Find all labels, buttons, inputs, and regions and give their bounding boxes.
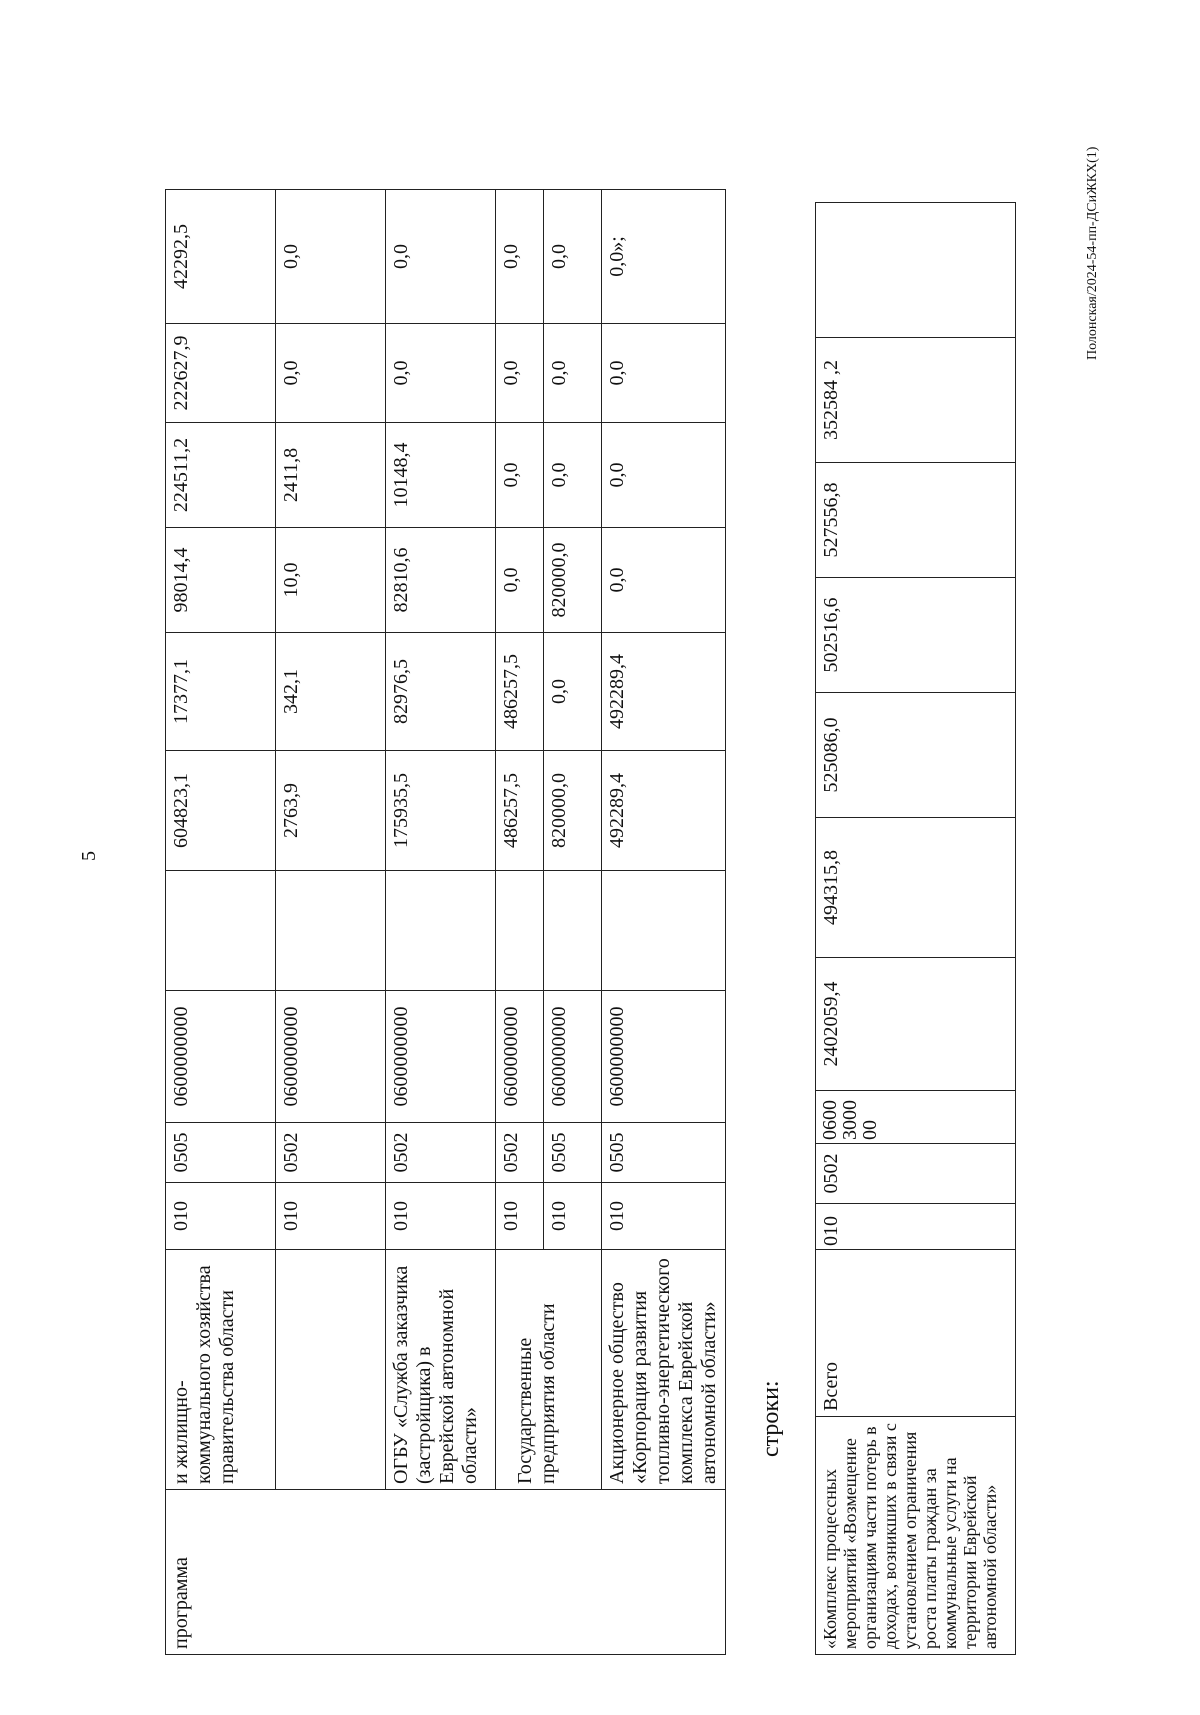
cell-rzpr: 0502 <box>386 1123 496 1183</box>
cell-rzpr: 0505 <box>602 1123 726 1183</box>
cell-adm: 010 <box>544 1183 602 1250</box>
cell-total: 175935,5 <box>386 751 496 871</box>
cell-year3: 0,0 <box>496 423 544 528</box>
cell-year4: 0,0 <box>544 324 602 423</box>
cell-csr: 0600000000 <box>496 991 544 1123</box>
cell-year3: 0,0 <box>544 423 602 528</box>
cell-adm: 010 <box>816 1204 1016 1250</box>
cell-year2: 98014,4 <box>166 528 276 633</box>
cell-executor: Акционерное общество «Корпорация развития топливно-энергетического комплекса Еврейской автономной области» <box>602 1250 726 1490</box>
cell-year4: 222627,9 <box>166 324 276 423</box>
cell-year3: 502516,6 <box>816 578 1016 693</box>
cell-year4: 527556,8 <box>816 463 1016 578</box>
cell-year5: 0,0»; <box>602 190 726 324</box>
cell-year5: 352584 ,2 <box>816 338 1016 463</box>
page-number: 5 <box>78 851 100 861</box>
cell-adm: 010 <box>276 1183 386 1250</box>
cell-executor: Государственные предприятия области <box>496 1250 602 1490</box>
cell-csr: 0600000000 <box>166 991 276 1123</box>
cell-csr: 0600000000 <box>276 991 386 1123</box>
cell-year5: 0,0 <box>386 190 496 324</box>
cell-total: 820000,0 <box>544 751 602 871</box>
cell-executor <box>276 1250 386 1490</box>
cell-adm: 010 <box>166 1183 276 1250</box>
cell-csr: 0600000000 <box>386 991 496 1123</box>
cell-year3: 2411,8 <box>276 423 386 528</box>
cell-rzpr: 0502 <box>276 1123 386 1183</box>
section-label: строки: <box>758 1380 784 1457</box>
cell-year4: 0,0 <box>496 324 544 423</box>
cell-rzpr: 0505 <box>544 1123 602 1183</box>
cell-total: 486257,5 <box>496 751 544 871</box>
cell-year5: 42292,5 <box>166 190 276 324</box>
cell-year2: 82810,6 <box>386 528 496 633</box>
cell-year2: 525086,0 <box>816 693 1016 818</box>
cell-year4: 0,0 <box>602 324 726 423</box>
cell-year2: 0,0 <box>602 528 726 633</box>
cell-csr: 0600000000 <box>602 991 726 1123</box>
cell-type: программа <box>166 1490 726 1655</box>
cell-year3: 0,0 <box>602 423 726 528</box>
table-row <box>386 190 496 1655</box>
footer-note: Полонская/2024-54-пп-ДСиЖКХ(1) <box>1085 146 1100 360</box>
cell-total: 492289,4 <box>602 751 726 871</box>
table-row <box>496 190 544 1655</box>
cell-adm: 010 <box>496 1183 544 1250</box>
cell-csr: 0600000000 <box>544 991 602 1123</box>
cell-year4: 0,0 <box>386 324 496 423</box>
cell-rzpr: 0502 <box>496 1123 544 1183</box>
table-row <box>166 190 276 1655</box>
cell-rzpr: 0502 <box>816 1144 1016 1204</box>
cell-year2: 10,0 <box>276 528 386 633</box>
cell-csr: 0600 3000 00 <box>816 1091 1016 1144</box>
cell-year4: 0,0 <box>276 324 386 423</box>
table-row <box>276 190 386 1655</box>
cell-year2: 0,0 <box>496 528 544 633</box>
cell-year3: 10148,4 <box>386 423 496 528</box>
cell-executor: ОГБУ «Служба заказчика (застройщика) в Еврейской автономной области» <box>386 1250 496 1490</box>
table-row <box>816 203 1016 1655</box>
cell-year1: 0,0 <box>544 633 602 751</box>
cell-year5: 0,0 <box>544 190 602 324</box>
totals-table <box>815 202 1016 1655</box>
budget-table <box>165 189 726 1655</box>
cell-total: 2402059,4 <box>816 958 1016 1091</box>
cell-year1: 492289,4 <box>602 633 726 751</box>
cell-year5: 0,0 <box>276 190 386 324</box>
cell-year3: 224511,2 <box>166 423 276 528</box>
cell-executor: и жилищно-коммунального хозяйства правительства области <box>166 1250 276 1490</box>
cell-year1: 494315,8 <box>816 818 1016 958</box>
cell-year2: 820000,0 <box>544 528 602 633</box>
cell-year1: 342,1 <box>276 633 386 751</box>
cell-year1: 17377,1 <box>166 633 276 751</box>
cell-executor: Всего <box>816 1250 1016 1417</box>
cell-rzpr: 0505 <box>166 1123 276 1183</box>
cell-year5: 0,0 <box>496 190 544 324</box>
cell-year1: 82976,5 <box>386 633 496 751</box>
cell-total: 2763,9 <box>276 751 386 871</box>
cell-year1: 486257,5 <box>496 633 544 751</box>
cell-adm: 010 <box>602 1183 726 1250</box>
table-row <box>602 190 726 1655</box>
cell-total: 604823,1 <box>166 751 276 871</box>
cell-adm: 010 <box>386 1183 496 1250</box>
cell-program: «Комплекс процессных мероприятий «Возмещение организациям части потерь в доходах, возникших в связи с установлением ограничения роста платы граждан за коммунальные услуги на территории Еврейской автономной области» <box>816 1417 1016 1655</box>
